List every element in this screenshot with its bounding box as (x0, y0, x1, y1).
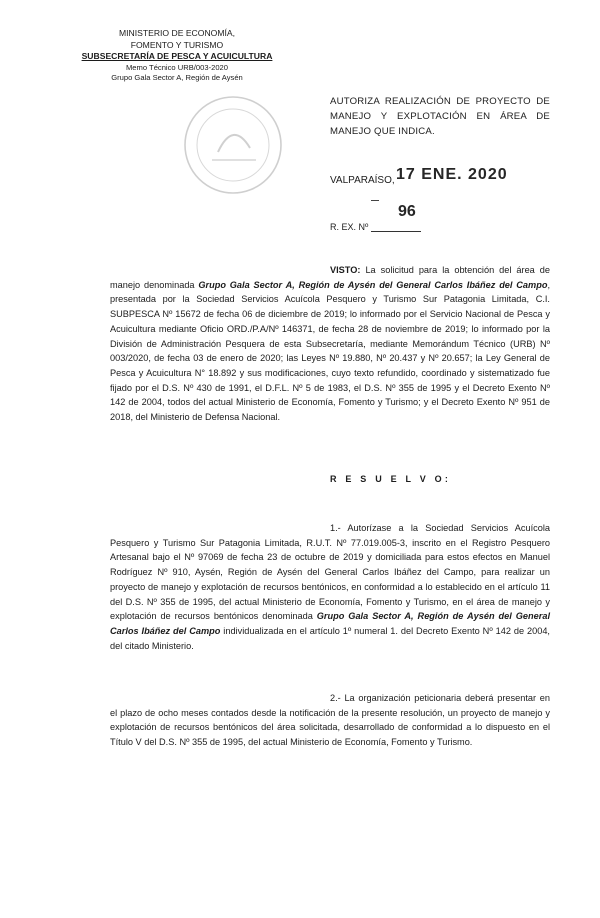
resolution-subject: AUTORIZA REALIZACIÓN DE PROYECTO DE MANEJO Y EXPLOTACIÓN EN ÁREA DE MANEJO QUE INDICA. (330, 96, 550, 137)
subsecretaria-line: SUBSECRETARÍA DE PESCA Y ACUICULTURA (81, 51, 273, 61)
visto-label: VISTO: (330, 265, 361, 275)
official-seal-icon (178, 90, 288, 200)
resuelvo-heading: R E S U E L V O: (330, 474, 452, 484)
visto-text-a: La solicitud para la obtención del área de manejo denominada (110, 265, 550, 290)
date-stamp: 17 ENE. 2020 (396, 166, 508, 183)
resolution-item-2: 2.- La organización peticionaria deberá presentar en el plazo de ocho meses contados desde la notificación de la presente resolución, un proyecto de manejo y explotación de recursos bentónicos del área solicitada, desarrollado de conformidad a lo dispuesto en el Título V del D.S. Nº 355 de 1995, del actual Ministerio de Economía, Fomento y Turismo. (110, 693, 550, 748)
visto-text-b: , presentada por la Sociedad Servicios Acuícola Pesquero y Turismo Sur Patagonia Limitada, C.I. SUBPESCA Nº 15672 de fecha 06 de diciembre de 2019; lo informado por el Servicio Nacional de Pesca y Acuicultura mediante Oficio ORD./P.A/Nº 146371, de fecha 28 de noviembre de 2019; lo informado por la División de Administración Pesquera de esta Subsecretaría, mediante Memorándum Técnico (URB) Nº 003/2020, de fecha 03 de enero de 2020; las Leyes Nº 19.880, Nº 20.437 y Nº 20.657; la Ley General de Pesca y Acuicultura N° 18.892 y sus modificaciones, cuyo texto refundido, coordinado y sistematizado fue fijado por el D.S. Nº 430 de 1991, el D.F.L. Nº 5 de 1983, el D.S. Nº 355 de 1995 y el Decreto Exento Nº 142 de 2004, todos del actual Ministerio de Economía, Fomento y Turismo; y el Decreto Exento Nº 951 de 2018, del Ministerio de Defensa Nacional. (110, 279, 550, 423)
ministry-line-1: MINISTERIO DE ECONOMÍA, (118, 28, 236, 38)
item1-text-b: individualizada en el artículo 1º numeral 1. del Decreto Exento Nº 142 de 2004, del citado Ministerio. (110, 625, 550, 651)
item1-area-name: Grupo Gala Sector A, Región de Aysén del General Carlos Ibáñez del Campo (110, 611, 551, 636)
place-label: VALPARAÍSO, (330, 175, 395, 186)
visto-paragraph (110, 263, 550, 425)
item1-text-a: 1.- Autorízase a la Sociedad Servicios Acuícola Pesquero y Turismo Sur Patagonia Limitada, R.U.T. Nº 77.019.005-3, inscrito en el Registro Pesquero Artesanal bajo el Nº 97069 de fecha 23 de octubre de 2019 y domiciliada para estos efectos en Manuel Rodríguez Nº 910, Aysén, Región de Aysén del General Carlos Ibáñez del Campo, para realizar un proyecto de manejo y explotación de recursos bentónicos, en conformidad a lo establecido en el artículo 11 del D.S. Nº 355 de 1995, del actual Ministerio de Economía, Fomento y Turismo, en el área de manejo y explotación de recursos bentónicos denominada (110, 523, 550, 622)
resolution-number: 96 (398, 203, 416, 220)
visto-area-name: Grupo Gala Sector A, Región de Aysén del General Carlos Ibáñez del Campo (198, 279, 548, 290)
stamp-dash (371, 200, 379, 201)
ministry-line-2: FOMENTO Y TURISMO (130, 39, 224, 50)
group-reference: Grupo Gala Sector A, Región de Aysén (111, 72, 243, 82)
resolution-number-label: R. EX. Nº (330, 222, 369, 232)
ministry-header (62, 28, 292, 83)
resolution-item-1 (110, 521, 550, 653)
memo-reference: Memo Técnico URB/003-2020 (125, 62, 228, 72)
resolution-number-underline (371, 231, 421, 232)
